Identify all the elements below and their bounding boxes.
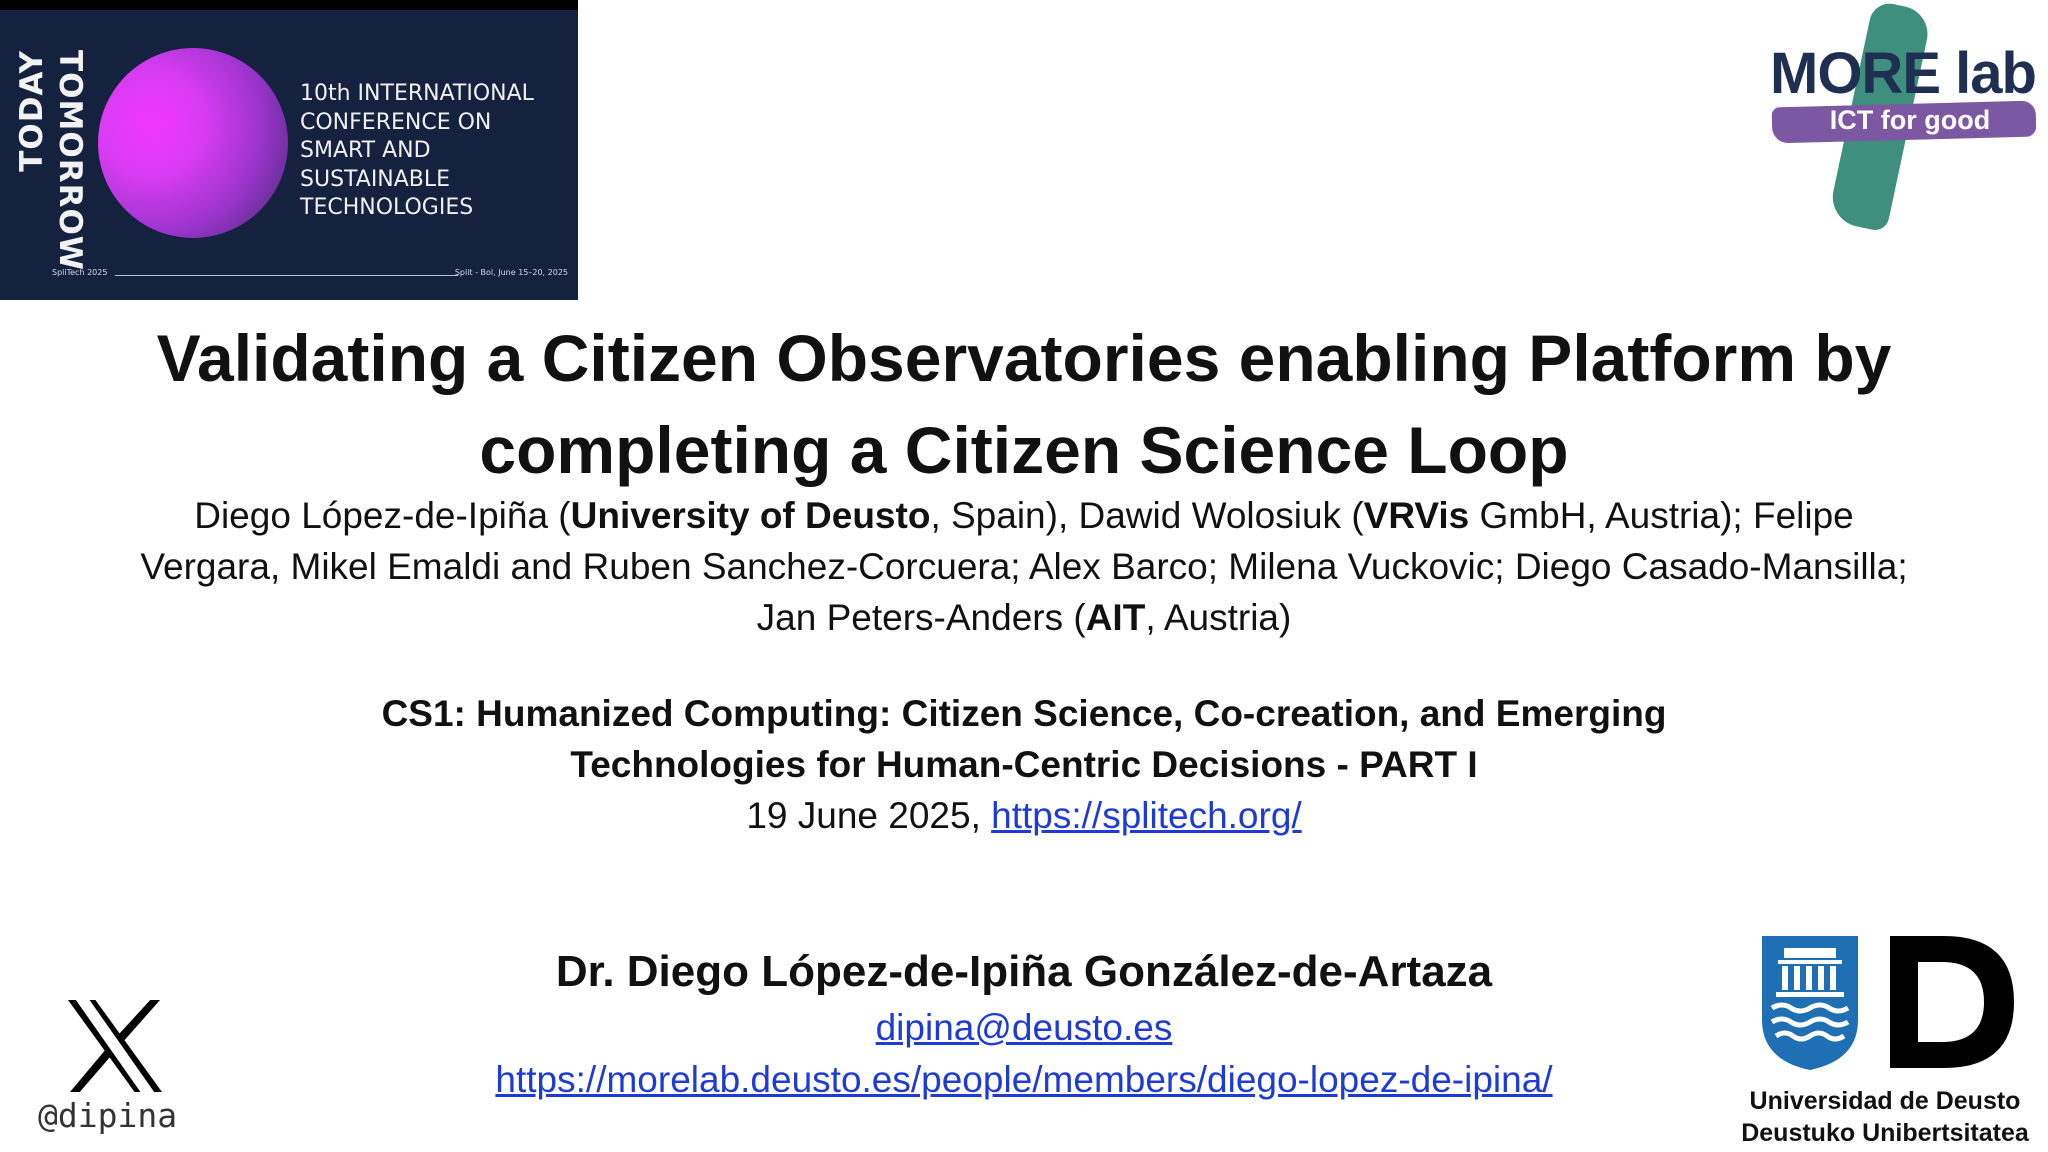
deusto-name [1722,1085,2048,1149]
author-list [80,490,1968,643]
conference-banner [0,0,578,300]
session-date-line [80,790,1968,841]
author-text: Jan Peters-Anders ( [756,597,1086,638]
banner-footer-left: SpliTech 2025 [52,268,108,277]
conference-line: TECHNOLOGIES [300,195,474,220]
affiliation-vrvis: VRVis [1363,495,1470,536]
banner-footer-right: Split - Bol, June 15–20, 2025 [454,268,568,277]
author-text: GmbH, Austria); Felipe [1469,495,1854,536]
session-date: 19 June 2025, [746,795,992,836]
authors-line-2: Vergara, Mikel Emaldi and Ruben Sanchez-Corcuera; Alex Barco; Milena Vuckovic; Diego Casado-Mansilla; [140,546,1908,587]
session-line-1: CS1: Humanized Computing: Citizen Science, Co-creation, and Emerging [381,693,1667,734]
deusto-name-eu: Deustuko Unibertsitatea [1741,1119,2029,1147]
banner-today-text: TODAY [14,50,50,172]
conference-line: CONFERENCE ON [300,109,492,135]
speaker-profile-link[interactable]: https://morelab.deusto.es/people/members/diego-lopez-de-ipina/ [495,1059,1553,1100]
banner-divider [115,275,458,276]
speaker-email-link[interactable]: dipina@deusto.es [875,1007,1173,1048]
slide-title [80,312,1968,496]
authors-line-3 [80,592,1968,643]
session-line-2: Technologies for Human-Centric Decisions - PART I [570,744,1478,785]
title-line-2: completing a Citizen Science Loop [479,413,1569,487]
session-info [80,688,1968,841]
morelab-logo [1760,0,2048,228]
speaker-info [80,946,1968,1106]
morelab-name: MORE lab [1770,41,2036,106]
deusto-shield [1762,936,1858,1070]
author-text: Diego López-de-Ipiña ( [194,495,571,536]
x-icon [66,1000,164,1092]
deusto-emblem [1722,928,2048,1088]
deusto-name-es: Universidad de Deusto [1749,1087,2021,1115]
conference-name [300,80,570,223]
affiliation-ait: AIT [1085,597,1146,638]
affiliation-deusto: University of Deusto [570,495,931,536]
social-handle: @dipina [38,1096,178,1135]
speaker-name: Dr. Diego López-de-Ipiña González-de-Artaza [555,947,1493,996]
conference-line: 10th INTERNATIONAL [300,81,534,106]
deusto-d-letter [1890,936,2014,1068]
morelab-tagline: ICT for good [1829,105,1991,135]
splitech-link[interactable]: https://splitech.org/ [991,795,1302,836]
deusto-logo [1722,928,2048,1152]
gradient-sphere-graphic [98,48,288,238]
banner-tomorrow-text: TOMORROW [52,50,88,271]
author-text: , Spain), Dawid Wolosiuk ( [930,495,1364,536]
title-line-1: Validating a Citizen Observatories enabling Platform by [156,321,1892,395]
conference-line: SUSTAINABLE [300,166,451,192]
author-text: , Austria) [1145,597,1292,638]
authors-line-1 [80,490,1968,541]
conference-line: SMART AND [300,138,431,163]
